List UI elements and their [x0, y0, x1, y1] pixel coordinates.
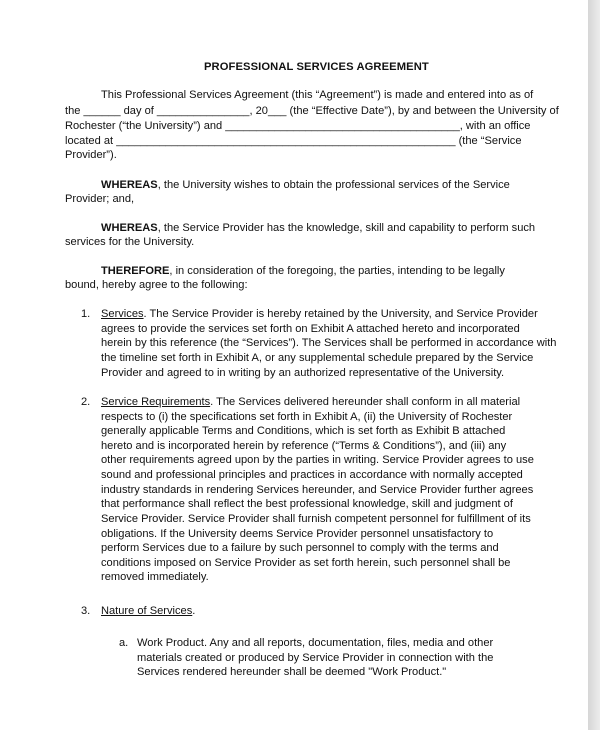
section-1-line-5: Provider and agreed to in writing by an authorized representative of the University.: [101, 367, 505, 379]
section-2-line-6: sound and professional principles and practices in accordance with normally accepted: [101, 469, 523, 481]
subitem-a-letter: a.: [119, 637, 129, 649]
section-2-line-4: hereto and is incorporated herein by reference (“Terms & Conditions”), and (iii) any: [101, 440, 507, 452]
subitem-a-line-2: materials created or produced by Service Provider in connection with the: [137, 652, 494, 664]
intro-line-1: This Professional Services Agreement (this “Agreement”) is made and entered into as of: [101, 89, 534, 101]
section-2-heading: Service Requirements: [101, 396, 211, 408]
section-2-line-13: removed immediately.: [101, 571, 209, 583]
section-1-line-2: agrees to provide the services set forth on Exhibit A attached hereto and incorporated: [101, 323, 520, 335]
whereas-2-keyword: WHEREAS: [101, 222, 158, 234]
section-2-line-8: that performance shall reflect the best professional knowledge, skill and judgment of: [101, 498, 513, 510]
section-2-number: 2.: [81, 396, 91, 408]
intro-line-3: Rochester (“the University”) and ______________________________________, with an office: [65, 120, 531, 132]
whereas-2-line-1: WHEREAS, the Service Provider has the knowledge, skill and capability to perform such: [101, 222, 536, 234]
intro-line-4: located at _______________________________________________________ (the “Service: [65, 135, 522, 147]
intro-line-5: Provider”).: [65, 149, 117, 161]
section-1-heading: Services: [101, 308, 144, 320]
therefore-keyword: THEREFORE: [101, 265, 170, 277]
whereas-1-line-2: Provider; and,: [65, 193, 135, 205]
therefore-line-1: THEREFORE, in consideration of the foregoing, the parties, intending to be legally: [101, 265, 505, 277]
section-2-line-1: Service Requirements. The Services delivered hereunder shall conform in all material: [101, 396, 521, 408]
subitem-a-line-3: Services rendered hereunder shall be deemed "Work Product.": [137, 666, 447, 678]
therefore-line-2: bound, hereby agree to the following:: [65, 279, 248, 291]
section-3-line-1: Nature of Services.: [101, 605, 196, 617]
whereas-1-keyword: WHEREAS: [101, 179, 158, 191]
section-2-line-11: perform Services due to a failure by such personnel to comply with the terms and: [101, 542, 499, 554]
section-3-heading: Nature of Services: [101, 605, 193, 617]
section-1-number: 1.: [81, 308, 91, 320]
whereas-2-line-2: services for the University.: [65, 236, 195, 248]
section-2-line-2: respects to (i) the specifications set forth in Exhibit A, (ii) the University of Rochester: [101, 411, 513, 423]
section-2-line-3: generally applicable Terms and Conditions, which is set forth as Exhibit B attached: [101, 425, 506, 437]
section-1-line-4: the timeline set forth in Exhibit A, or any supplemental schedule prepared by the Service: [101, 352, 534, 364]
document-title: PROFESSIONAL SERVICES AGREEMENT: [204, 61, 429, 73]
section-2-line-5: other requirements agreed upon by the parties in writing. Service Provider agrees to use: [101, 454, 534, 466]
section-2-line-10: obligations. If the University deems Service Provider personnel unsatisfactory to: [101, 528, 494, 540]
subitem-a-line-1: Work Product. Any and all reports, documentation, files, media and other: [137, 637, 494, 649]
section-3-number: 3.: [81, 605, 91, 617]
section-2-line-9: Service Provider. Service Provider shall furnish competent personnel for fulfillment of its: [101, 513, 531, 525]
section-1-line-3: herein by this reference (the “Services”). The Services shall be performed in accordance with: [101, 337, 557, 349]
section-1-line-1: Services. The Service Provider is hereby retained by the University, and Service Provider: [101, 308, 538, 320]
whereas-1-line-1: WHEREAS, the University wishes to obtain the professional services of the Service: [101, 179, 510, 191]
intro-line-2: the ______ day of _______________, 20___ (the “Effective Date”), by and between the University of: [65, 105, 559, 117]
section-2-line-12: conditions imposed on Service Provider as set forth herein, such personnel shall be: [101, 557, 511, 569]
viewer-edge: [588, 0, 600, 730]
section-2-line-7: industry standards in rendering Services hereunder, and Service Provider further agrees: [101, 484, 534, 496]
